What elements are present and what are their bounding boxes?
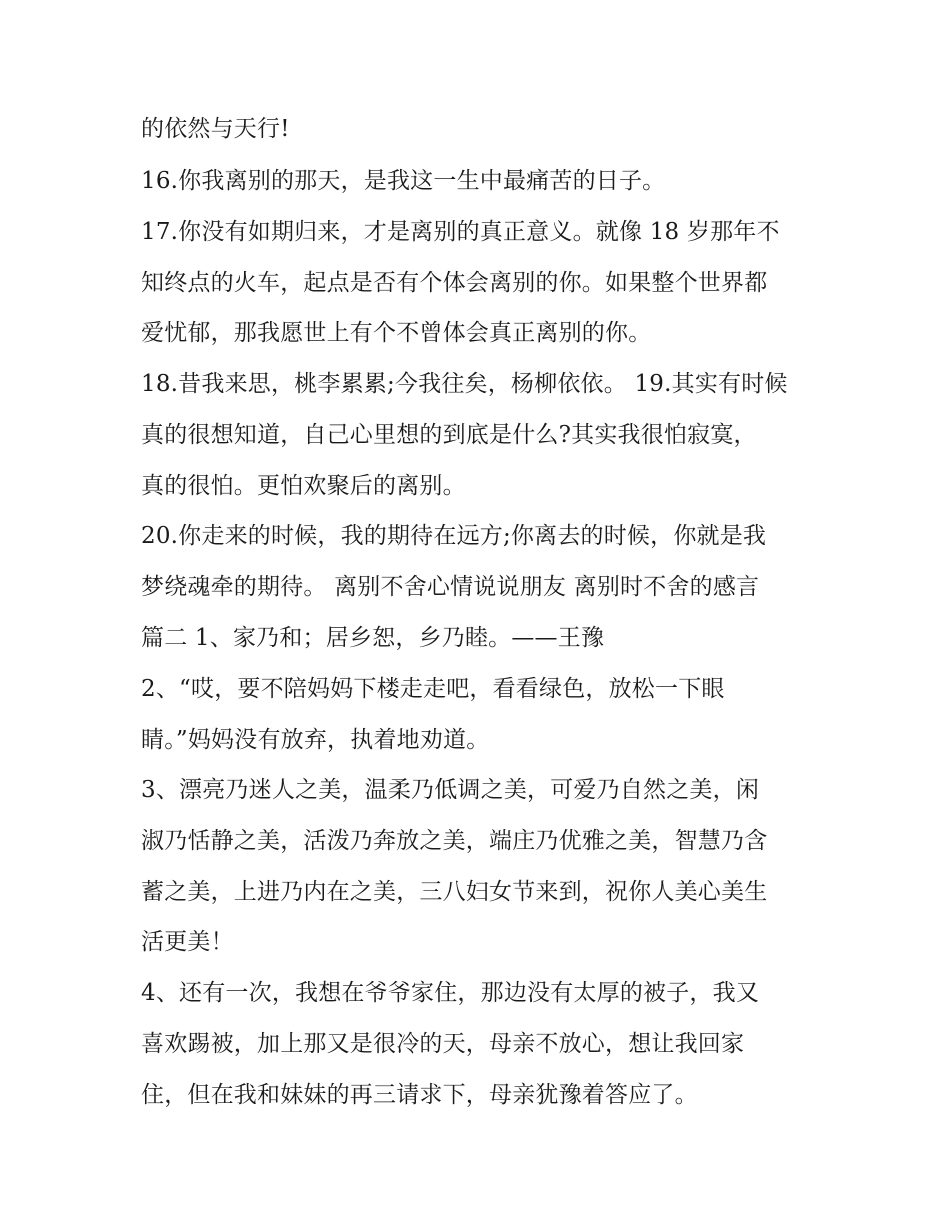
text-line: 18.昔我来思，桃李累累;今我往矣，杨柳依依。 19.其实有时候 [141, 371, 788, 397]
text-line: 真的很怕。更怕欢聚后的离别。 [141, 473, 466, 499]
text-line: 篇二 1、家乃和；居乡恕，乡乃睦。——王豫 [141, 625, 605, 651]
text-line: 知终点的火车，起点是否有个体会离别的你。如果整个世界都 [141, 270, 768, 296]
text-line: 住，但在我和妹妹的再三请求下，母亲犹豫着答应了。 [141, 1082, 698, 1108]
text-line: 爱忧郁，那我愿世上有个不曾体会真正离别的你。 [141, 320, 652, 346]
text-line: 16.你我离别的那天，是我这一生中最痛苦的日子。 [141, 168, 666, 194]
text-line: 淑乃恬静之美，活泼乃奔放之美，端庄乃优雅之美，智慧乃含 [141, 828, 768, 854]
text-line: 的依然与天行! [141, 116, 290, 142]
text-line: 17.你没有如期归来，才是离别的真正意义。就像 18 岁那年不 [141, 219, 780, 245]
text-line: 梦绕魂牵的期待。 离别不舍心情说说朋友 离别时不舍的感言 [141, 574, 760, 600]
text-line: 20.你走来的时候，我的期待在远方;你离去的时候，你就是我 [141, 523, 767, 549]
text-line: 喜欢踢被，加上那又是很冷的天，母亲不放心，想让我回家 [141, 1031, 745, 1057]
text-line: 3、漂亮乃迷人之美，温柔乃低调之美，可爱乃自然之美，闲 [141, 777, 760, 803]
text-line: 2、“哎，要不陪妈妈下楼走走吧，看看绿色，放松一下眼 [141, 676, 725, 702]
text-line: 真的很想知道，自己心里想的到底是什么?其实我很怕寂寞， [141, 422, 757, 448]
text-line: 蓄之美，上进乃内在之美，三八妇女节来到，祝你人美心美生 [141, 879, 768, 905]
text-line: 睛。”妈妈没有放弃，执着地劝道。 [141, 727, 490, 753]
text-line: 4、还有一次，我想在爷爷家住，那边没有太厚的被子，我又 [141, 980, 760, 1006]
text-line: 活更美！ [141, 929, 234, 955]
